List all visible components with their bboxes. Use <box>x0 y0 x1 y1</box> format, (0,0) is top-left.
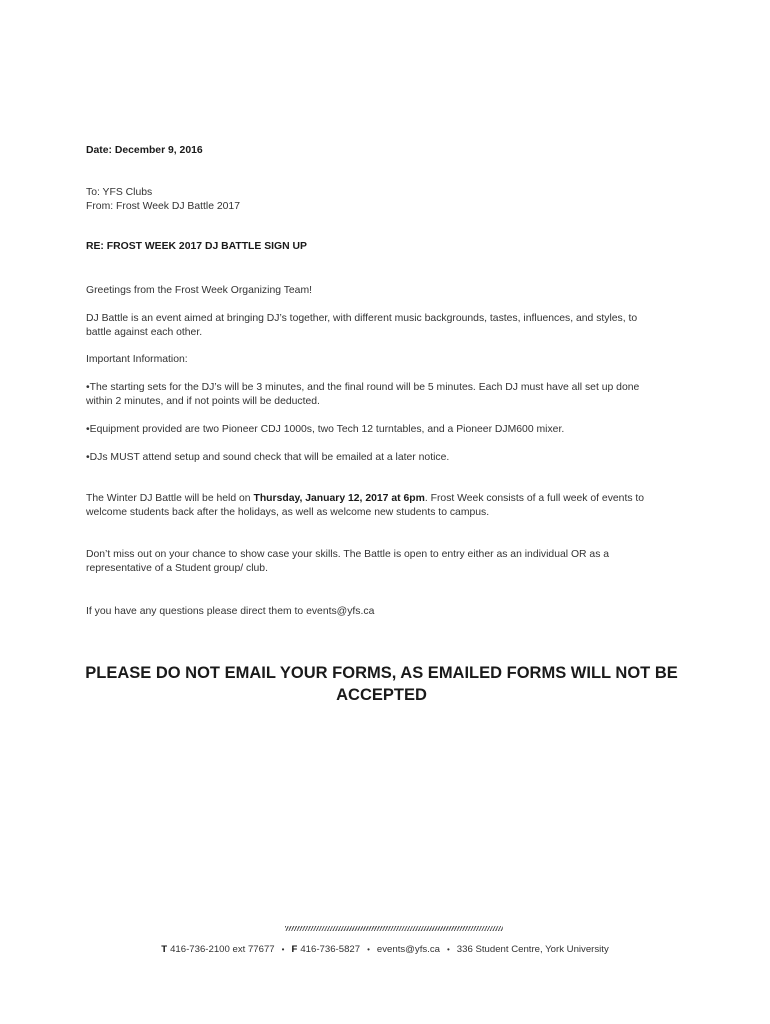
email-warning-heading: PLEASE DO NOT EMAIL YOUR FORMS, AS EMAILED FORMS WILL NOT BE ACCEPTED <box>85 664 678 704</box>
separator-dot: • <box>281 945 285 954</box>
event-paragraph <box>86 492 661 520</box>
info-heading: Important Information: <box>86 354 188 365</box>
fax-number: 416-736-5827 <box>300 944 361 955</box>
event-date: Thursday, January 12, 2017 at 6pm <box>253 493 425 504</box>
intro-paragraph: DJ Battle is an event aimed at bringing DJ’s together, with different music backgrounds, tastes, influences, and styles, to battle against each other. <box>86 313 638 338</box>
recipient-line: To: YFS Clubs <box>86 187 153 198</box>
bullet-item: •DJs MUST attend setup and sound check that will be emailed at a later notice. <box>86 452 450 463</box>
sender-line: From: Frost Week DJ Battle 2017 <box>86 201 240 212</box>
fax-label: F <box>291 944 298 955</box>
footer-email-link[interactable]: events@yfs.ca <box>376 944 440 955</box>
phone-number: 416-736-2100 ext 77677 <box>170 944 275 955</box>
separator-dot: • <box>367 945 370 954</box>
greeting-paragraph: Greetings from the Frost Week Organizing Team! <box>86 285 312 296</box>
separator-dot: • <box>446 945 450 954</box>
event-text-pre: The Winter DJ Battle will be held on <box>86 493 254 504</box>
contact-footer <box>0 944 770 956</box>
phone-label: T <box>161 944 168 955</box>
footer-address: 336 Student Centre, York University <box>456 944 609 955</box>
letter-date: Date: December 9, 2016 <box>86 145 203 156</box>
subject-line: RE: FROST WEEK 2017 DJ BATTLE SIGN UP <box>86 241 307 252</box>
questions-paragraph: If you have any questions please direct them to events@yfs.ca <box>86 606 375 617</box>
event-text-post: . Frost Week consists of a full week of events to welcome students back after the holidays, as well as welcome new students to campus. <box>86 493 645 518</box>
footer-divider <box>285 926 503 931</box>
bullet-item: •The starting sets for the DJ’s will be 3 minutes, and the final round will be 5 minutes. Each DJ must have all set up done within 2 minutes, and if not points will be deducted. <box>86 382 640 407</box>
bullet-item: •Equipment provided are two Pioneer CDJ 1000s, two Tech 12 turntables, and a Pioneer DJM600 mixer. <box>86 424 565 435</box>
invite-paragraph: Don’t miss out on your chance to show case your skills. The Battle is open to entry either as an individual OR as a representative of a Student group/ club. <box>86 549 610 574</box>
